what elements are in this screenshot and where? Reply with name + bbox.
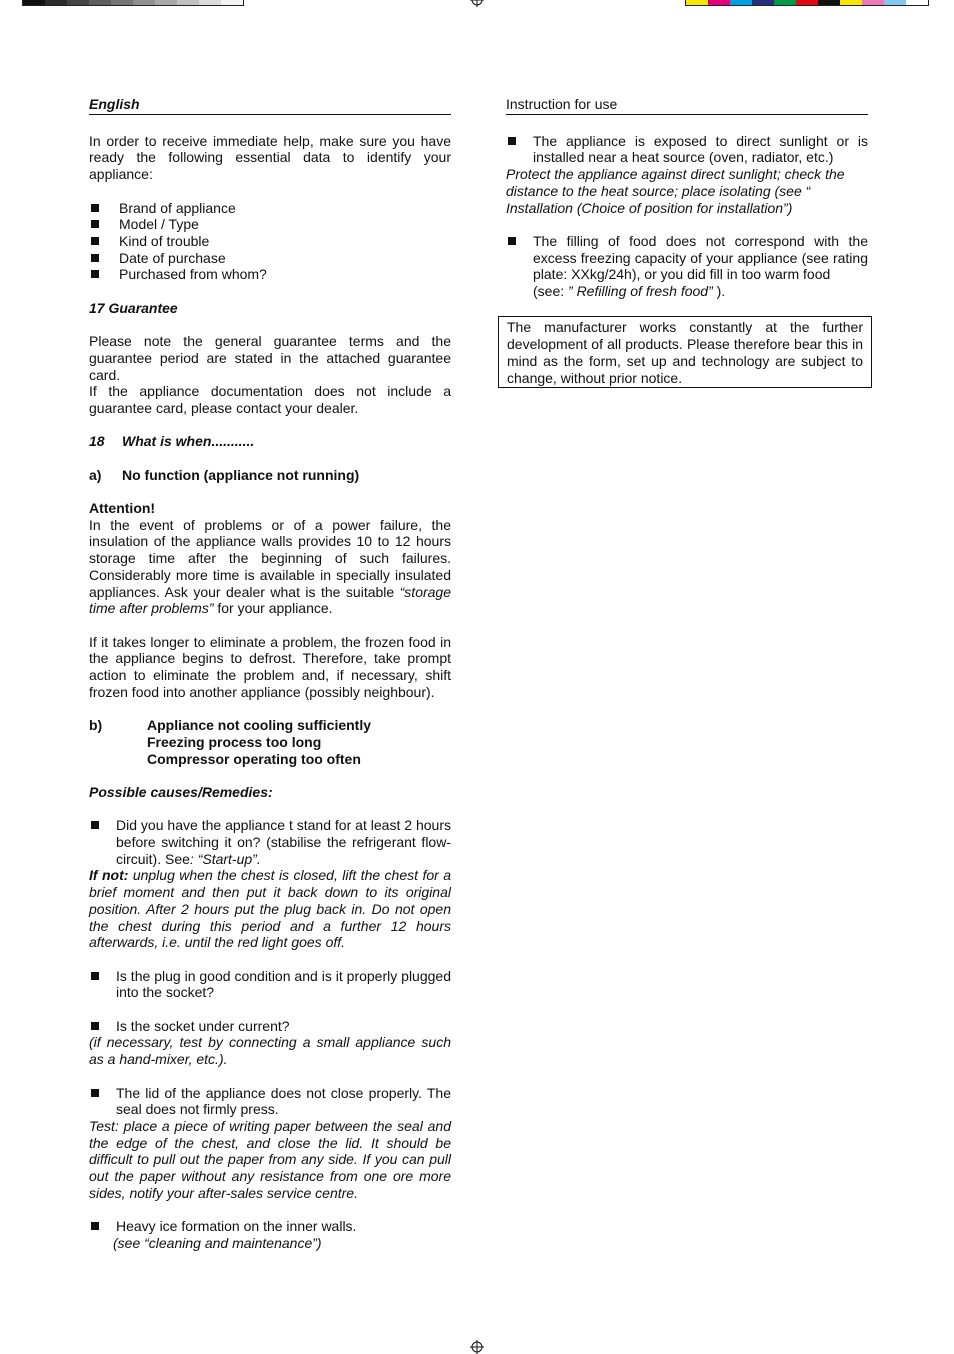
subsection-b-titles <box>147 717 371 767</box>
color-patch <box>796 0 818 5</box>
cause-item-plug: Is the plug in good condition and is it properly plugged into the socket? <box>89 968 451 1001</box>
cause-item-lid: The lid of the appliance does not close properly. The seal does not firmly press. <box>89 1085 451 1118</box>
guarantee-paragraph-1: Please note the general guarantee terms and the guarantee period are stated in the attached guarantee card. <box>89 333 451 383</box>
left-column <box>89 96 451 1252</box>
color-patch <box>221 0 243 5</box>
left-header <box>89 96 451 115</box>
section-number: 18 <box>89 433 105 450</box>
registration-mark-top-icon <box>470 0 484 7</box>
color-patch <box>111 0 133 5</box>
subsection-a-label: a) <box>89 466 102 483</box>
cause-item-sunlight: The appliance is exposed to direct sunlight or is installed near a heat source (oven, radiator, etc.) <box>506 133 868 166</box>
color-patch <box>752 0 774 5</box>
subsection-b-title-line: Freezing process too long <box>147 733 322 750</box>
identification-data-item: Model / Type <box>89 216 451 233</box>
color-patch <box>45 0 67 5</box>
subsection-b-heading <box>89 717 451 767</box>
attention-heading: Attention! <box>89 500 156 517</box>
bullet-square-icon <box>91 1222 99 1230</box>
bullet-square-icon <box>91 1022 99 1030</box>
manufacturer-notice-box <box>498 316 872 388</box>
cause-item-socket: Is the socket under current? <box>89 1018 451 1035</box>
color-patch <box>23 0 45 5</box>
remedy-sunlight: Protect the appliance against direct sunlight; check the distance to the heat source; place isolating (see “ Installation (Choice of position for installation”) <box>506 166 845 216</box>
identification-data-item: Kind of trouble <box>89 233 451 250</box>
section-title: What is when........... <box>122 433 255 450</box>
subsection-a-title: No function (appliance not running) <box>122 466 360 483</box>
remedy-ice-note: (see “cleaning and maintenance”) <box>113 1234 322 1251</box>
color-patch <box>884 0 906 5</box>
bullet-square-icon <box>508 137 516 145</box>
subsection-b-title-line: Appliance not cooling sufficiently <box>147 717 372 734</box>
identification-data-item: Purchased from whom? <box>89 266 451 283</box>
right-column <box>506 96 868 388</box>
color-patch <box>840 0 862 5</box>
color-patch <box>155 0 177 5</box>
manufacturer-notice-text: The manufacturer works constantly at the further development of all products. Please therefore bear this in mind as the form, set up and technology are subject to change, without prior notice. <box>507 319 863 386</box>
instruction-heading: Instruction for use <box>506 96 618 112</box>
color-patch <box>89 0 111 5</box>
color-patch <box>730 0 752 5</box>
possible-causes-heading: Possible causes/Remedies: <box>89 783 273 800</box>
remedy-if-not: If not: unplug when the chest is closed, lift the chest for a brief moment and then put it back down to its original position. After 2 hours put the plug back in. Do not open the chest during this period and a further 12 hours afterwards, i.e. until the red light goes off. <box>89 867 451 951</box>
color-patch <box>67 0 89 5</box>
color-patch <box>862 0 884 5</box>
bullet-square-icon <box>91 821 99 829</box>
remedy-filling-reference: (see: ” Refilling of fresh food” ). <box>533 283 726 300</box>
cmyk-color-bar <box>685 0 929 6</box>
color-patch <box>133 0 155 5</box>
color-patch <box>774 0 796 5</box>
right-header <box>506 96 868 115</box>
cause-item-filling: The filling of food does not correspond with the excess freezing capacity of your appliance (see rating plate: XXkg/24h), or you did fill in too warm food <box>506 233 868 283</box>
bullet-square-icon <box>91 1089 99 1097</box>
cause-item-ice: Heavy ice formation on the inner walls. <box>89 1218 451 1235</box>
attention-paragraph-2: If it takes longer to eliminate a problem, the frozen food in the appliance begins to defrost. Therefore, take prompt action to eliminate the problem and, if necessary, shift frozen food into another appliance (possibly neighbour). <box>89 633 451 700</box>
cause-item-standing-time: Did you have the appliance t stand for at least 2 hours before switching it on? (stabilise the refrigerant flow-circuit). See: “Start-up”. <box>89 817 451 867</box>
attention-paragraph-1: In the event of problems or of a power failure, the insulation of the appliance walls provides 10 to 12 hours storage time after the beginning of such failures. Considerably more time is available in specially insulated appliances. Ask your dealer what is the suitable “storage time after problems” for your appliance. <box>89 516 451 617</box>
identification-data-item: Brand of appliance <box>89 200 451 217</box>
subsection-a-heading <box>89 467 451 484</box>
color-patch <box>199 0 221 5</box>
identification-data-item: Date of purchase <box>89 250 451 267</box>
grayscale-color-bar <box>22 0 244 6</box>
color-patch <box>708 0 730 5</box>
remedy-socket-test: (if necessary, test by connecting a small appliance such as a hand-mixer, etc.). <box>89 1034 451 1068</box>
color-patch <box>686 0 708 5</box>
guarantee-paragraph-2: If the appliance documentation does not include a guarantee card, please contact your dealer. <box>89 383 451 416</box>
color-patch <box>177 0 199 5</box>
intro-paragraph: In order to receive immediate help, make sure you have ready the following essential data to identify your appliance: <box>89 132 451 183</box>
remedy-lid-test: Test: place a piece of writing paper between the seal and the edge of the chest, and close the lid. It should be difficult to pull out the paper from any side. If you can pull out the paper without any resistance from one ore more sides, notify your after-sales service centre. <box>89 1117 451 1201</box>
identification-data-list <box>89 200 451 284</box>
bullet-square-icon <box>508 237 516 245</box>
subsection-b-label: b) <box>89 717 103 734</box>
subsection-b-title-line: Compressor operating too often <box>147 750 361 767</box>
bullet-square-icon <box>91 972 99 980</box>
what-is-when-heading <box>89 433 451 450</box>
registration-mark-bottom-icon <box>470 1340 484 1354</box>
color-patch <box>818 0 840 5</box>
color-patch <box>906 0 928 5</box>
language-heading: English <box>89 96 140 112</box>
guarantee-heading: 17 Guarantee <box>89 299 178 316</box>
